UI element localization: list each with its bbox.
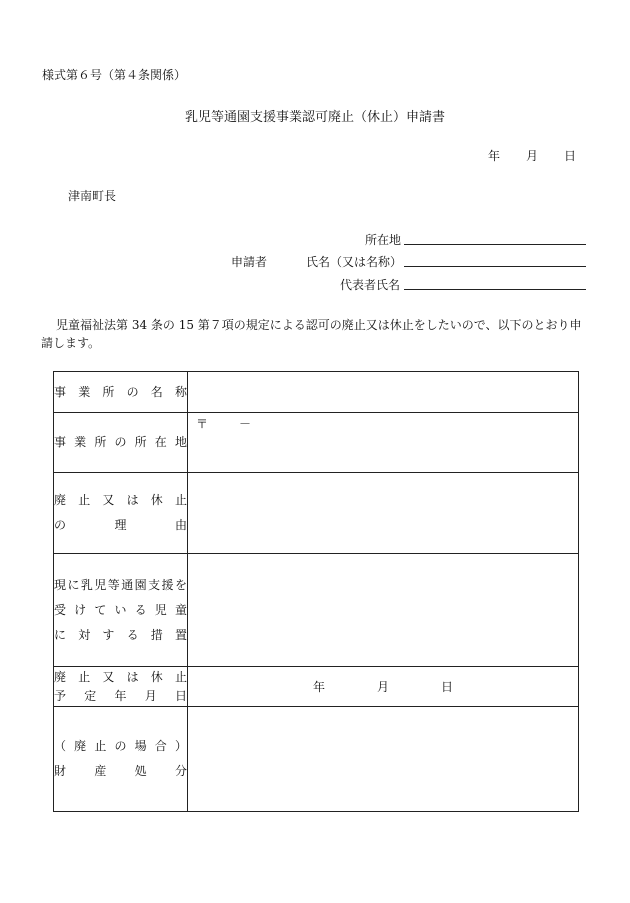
date-year: 年 (488, 149, 501, 163)
label-char: る (126, 627, 139, 642)
page-title: 乳児等通園支援事業認可廃止（休止）申請書 (184, 110, 445, 125)
label-line (54, 513, 187, 538)
scheduled-month: 月 (376, 680, 389, 694)
label-char: 年 (114, 688, 127, 703)
label-line (54, 573, 187, 598)
date-day: 日 (564, 149, 577, 163)
body-text-line1: 児童福祉法第 34 条の 15 第７項の規定による認可の廃止又は休止をしたいので、以下のとおり申 (56, 318, 582, 332)
reason-field[interactable] (188, 473, 579, 554)
representative-label: 代表者氏名 (340, 278, 401, 292)
label-char: 定 (84, 688, 97, 703)
label-char: 場 (134, 739, 147, 753)
application-table (53, 371, 579, 812)
addressee: 津南町長 (68, 189, 117, 203)
label-char: は (126, 493, 139, 507)
label-char: 所 (102, 384, 115, 399)
applicant-label: 申請者 (231, 255, 268, 269)
label-char: 産 (94, 764, 107, 778)
label-char: 処 (134, 764, 147, 778)
label-char: の (114, 739, 127, 753)
label-char: す (102, 627, 115, 642)
scheduled-year: 年 (312, 680, 325, 694)
postal-mark: 〒 (196, 417, 209, 431)
label-char: 在 (154, 435, 167, 449)
label-char: 日 (174, 688, 187, 703)
date-line (488, 147, 576, 164)
label-line (54, 759, 187, 784)
name-label: 氏名（又は名称） (306, 255, 403, 269)
label-char: 対 (78, 627, 91, 642)
label-char: 月 (144, 688, 157, 703)
address-line[interactable] (404, 244, 586, 245)
label-char: る (134, 602, 147, 617)
table-row (54, 473, 579, 554)
label-char: 由 (174, 518, 187, 532)
label-char: 休 (150, 493, 163, 507)
label-char: 措 (150, 627, 163, 642)
label-property-disposal (54, 707, 188, 812)
label-line (54, 623, 187, 648)
label-char: 分 (174, 764, 187, 778)
label-char: 園 (134, 577, 147, 592)
scheduled-day: 日 (441, 680, 454, 694)
label-facility-address (54, 413, 188, 473)
label-char: 合 (154, 739, 167, 753)
label-char: を (174, 577, 187, 592)
label-char: 財 (54, 764, 67, 778)
label-char: 児 (94, 577, 107, 592)
table-row (54, 707, 579, 812)
label-char: に (54, 627, 67, 642)
table-row (54, 667, 579, 707)
facility-address-field[interactable] (188, 413, 579, 473)
label-char: 事 (54, 384, 67, 399)
table-row (54, 372, 579, 413)
label-char: 止 (94, 739, 107, 753)
label-char: 理 (114, 518, 127, 532)
label-char: い (114, 602, 127, 617)
label-line (54, 598, 187, 623)
label-char: 名 (150, 384, 163, 399)
label-char: 予 (54, 688, 67, 703)
address-label: 所在地 (365, 233, 402, 247)
label-measures (54, 554, 188, 667)
label-char: 廃 (54, 493, 67, 507)
label-char: 児 (154, 602, 167, 617)
label-char: ） (174, 739, 187, 753)
label-char: 廃 (74, 739, 87, 753)
measures-field[interactable] (188, 554, 579, 667)
label-line (54, 687, 187, 706)
label-char: て (94, 602, 107, 617)
body-text-line2: 請します。 (41, 336, 101, 350)
form-number: 様式第６号（第４条関係） (42, 68, 187, 82)
label-char: の (54, 518, 67, 532)
label-facility-name (54, 372, 188, 413)
label-char: 止 (174, 493, 187, 507)
label-char: 所 (94, 435, 107, 449)
label-char: 又 (102, 669, 115, 684)
label-char: 置 (174, 627, 187, 642)
label-char: 称 (174, 384, 187, 399)
label-char: （ (54, 739, 67, 753)
label-char: 支 (148, 577, 161, 592)
label-char: 地 (174, 435, 187, 449)
label-char: 止 (174, 669, 187, 684)
label-char: 受 (54, 602, 67, 617)
label-char: 童 (174, 602, 187, 617)
label-char: 通 (121, 577, 134, 592)
property-disposal-field[interactable] (188, 707, 579, 812)
label-char: 休 (150, 669, 163, 684)
label-line (54, 668, 187, 687)
label-char: 止 (78, 493, 91, 507)
date-month: 月 (526, 149, 539, 163)
facility-name-field[interactable] (188, 372, 579, 413)
label-char: 業 (74, 435, 87, 449)
label-scheduled-date (54, 667, 188, 707)
name-line[interactable] (404, 266, 586, 267)
label-char: 又 (102, 493, 115, 507)
label-line (54, 488, 187, 513)
postal-dash: － (239, 417, 252, 431)
label-line (54, 380, 187, 405)
label-char: 等 (107, 577, 120, 592)
label-char: 乳 (80, 577, 93, 592)
label-char: 止 (78, 669, 91, 684)
label-line (54, 430, 187, 455)
table-row (54, 413, 579, 473)
label-char: 業 (78, 384, 91, 399)
label-char: の (126, 384, 139, 399)
label-char: 所 (134, 435, 147, 449)
label-char: 事 (54, 435, 67, 449)
label-char: に (67, 577, 80, 592)
representative-line[interactable] (404, 289, 586, 290)
label-char: は (126, 669, 139, 684)
label-reason (54, 473, 188, 554)
table-row (54, 554, 579, 667)
scheduled-date-field[interactable] (188, 667, 579, 707)
label-char: 現 (54, 577, 67, 592)
label-char: の (114, 435, 127, 449)
label-char: 援 (161, 577, 174, 592)
label-char: け (74, 602, 87, 617)
label-char: 廃 (54, 669, 67, 684)
label-line (54, 734, 187, 759)
